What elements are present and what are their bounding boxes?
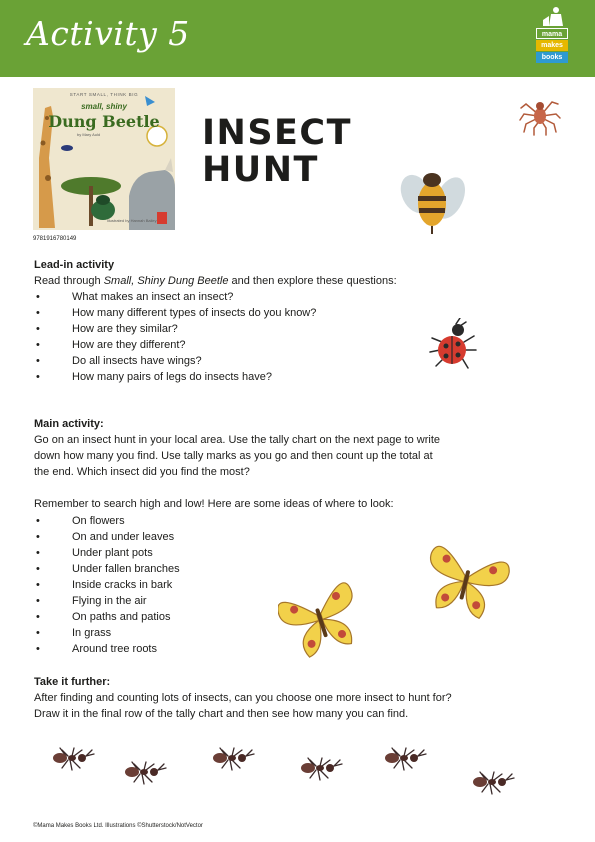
list-item: • On flowers: [36, 515, 125, 527]
list-item: • How are they similar?: [36, 323, 178, 335]
logo-word-makes: makes: [536, 40, 568, 51]
isbn-number: 9781916780149: [33, 236, 77, 242]
further-line1: After finding and counting lots of insects, can you choose one more insect to hunt for?: [34, 692, 452, 704]
main-activity-line1: Go on an insect hunt in your local area. Use the tally chart on the next page to write: [34, 434, 441, 446]
bee-icon: [398, 166, 466, 236]
list-item: • Inside cracks in bark: [36, 579, 173, 591]
ant-icon: [301, 758, 342, 780]
main-activity-line2: down how many you find. Use tally marks as you go and then count up the total at: [34, 450, 433, 462]
cover-illustrator: illustrated by Hannah Bailey: [107, 218, 157, 223]
search-locations-list: [34, 513, 180, 657]
list-item: • How are they different?: [36, 339, 186, 351]
list-item: • On and under leaves: [36, 531, 175, 543]
page-title-line1: INSECT: [202, 113, 352, 153]
ant-icon: [125, 762, 166, 784]
ant-icon: [53, 748, 94, 770]
list-item: • In grass: [36, 627, 112, 639]
list-item: • Around tree roots: [36, 643, 157, 655]
list-item: • Under fallen branches: [36, 563, 180, 575]
header-band: [0, 0, 595, 77]
further-line2: Draw it in the final row of the tally chart and then see how many you can find.: [34, 708, 409, 720]
copyright-footer: ©Mama Makes Books Ltd. Illustrations ©Shutterstock/NotVector: [33, 823, 203, 829]
list-item: • Do all insects have wings?: [36, 355, 202, 367]
list-item: • How many pairs of legs do insects have?: [36, 371, 272, 383]
lead-in-block: [34, 257, 504, 289]
logo-word-mama: mama: [536, 28, 568, 39]
list-item: • What makes an insect an insect?: [36, 291, 234, 303]
main-activity-remember: Remember to search high and low! Here are some ideas of where to look:: [34, 498, 394, 510]
page-title-line2: HUNT: [202, 150, 319, 190]
lead-in-heading: Lead-in activity: [34, 259, 115, 271]
book-title-reference: Small, Shiny Dung Beetle: [103, 275, 229, 287]
cover-title: Dung Beetle: [48, 112, 160, 131]
main-activity-line3: the end. Which insect did you find the most?: [34, 466, 250, 478]
butterfly-icon: [278, 574, 362, 662]
activity-title: Activity 5: [26, 14, 190, 53]
further-block: [34, 674, 504, 722]
spider-icon: [518, 94, 562, 136]
ant-icon: [385, 748, 426, 770]
ants-row: [50, 742, 520, 802]
page-title: [202, 115, 352, 189]
logo-word-books: books: [536, 52, 568, 63]
further-heading: Take it further:: [34, 676, 111, 688]
main-activity-heading: Main activity:: [34, 418, 104, 430]
reading-figure-icon: [541, 6, 565, 26]
ladybird-icon: [428, 318, 478, 372]
cover-subtitle: small, shiny: [81, 102, 127, 111]
list-item: • On paths and patios: [36, 611, 171, 623]
book-cover: [33, 88, 175, 230]
list-item: • Under plant pots: [36, 547, 153, 559]
ant-icon: [213, 748, 254, 770]
lead-in-intro: Read through Small, Shiny Dung Beetle and then explore these questions:: [34, 275, 397, 287]
cover-tagline: START SMALL, THINK BIG: [69, 92, 139, 97]
butterfly-icon: [420, 538, 512, 622]
ant-icon: [473, 772, 514, 794]
list-item: • How many different types of insects do you know?: [36, 307, 317, 319]
cover-author: by Mary Auld: [77, 132, 101, 137]
main-activity-block: [34, 416, 504, 512]
publisher-logo: [536, 6, 568, 68]
list-item: • Flying in the air: [36, 595, 147, 607]
lead-in-questions: [34, 289, 316, 385]
